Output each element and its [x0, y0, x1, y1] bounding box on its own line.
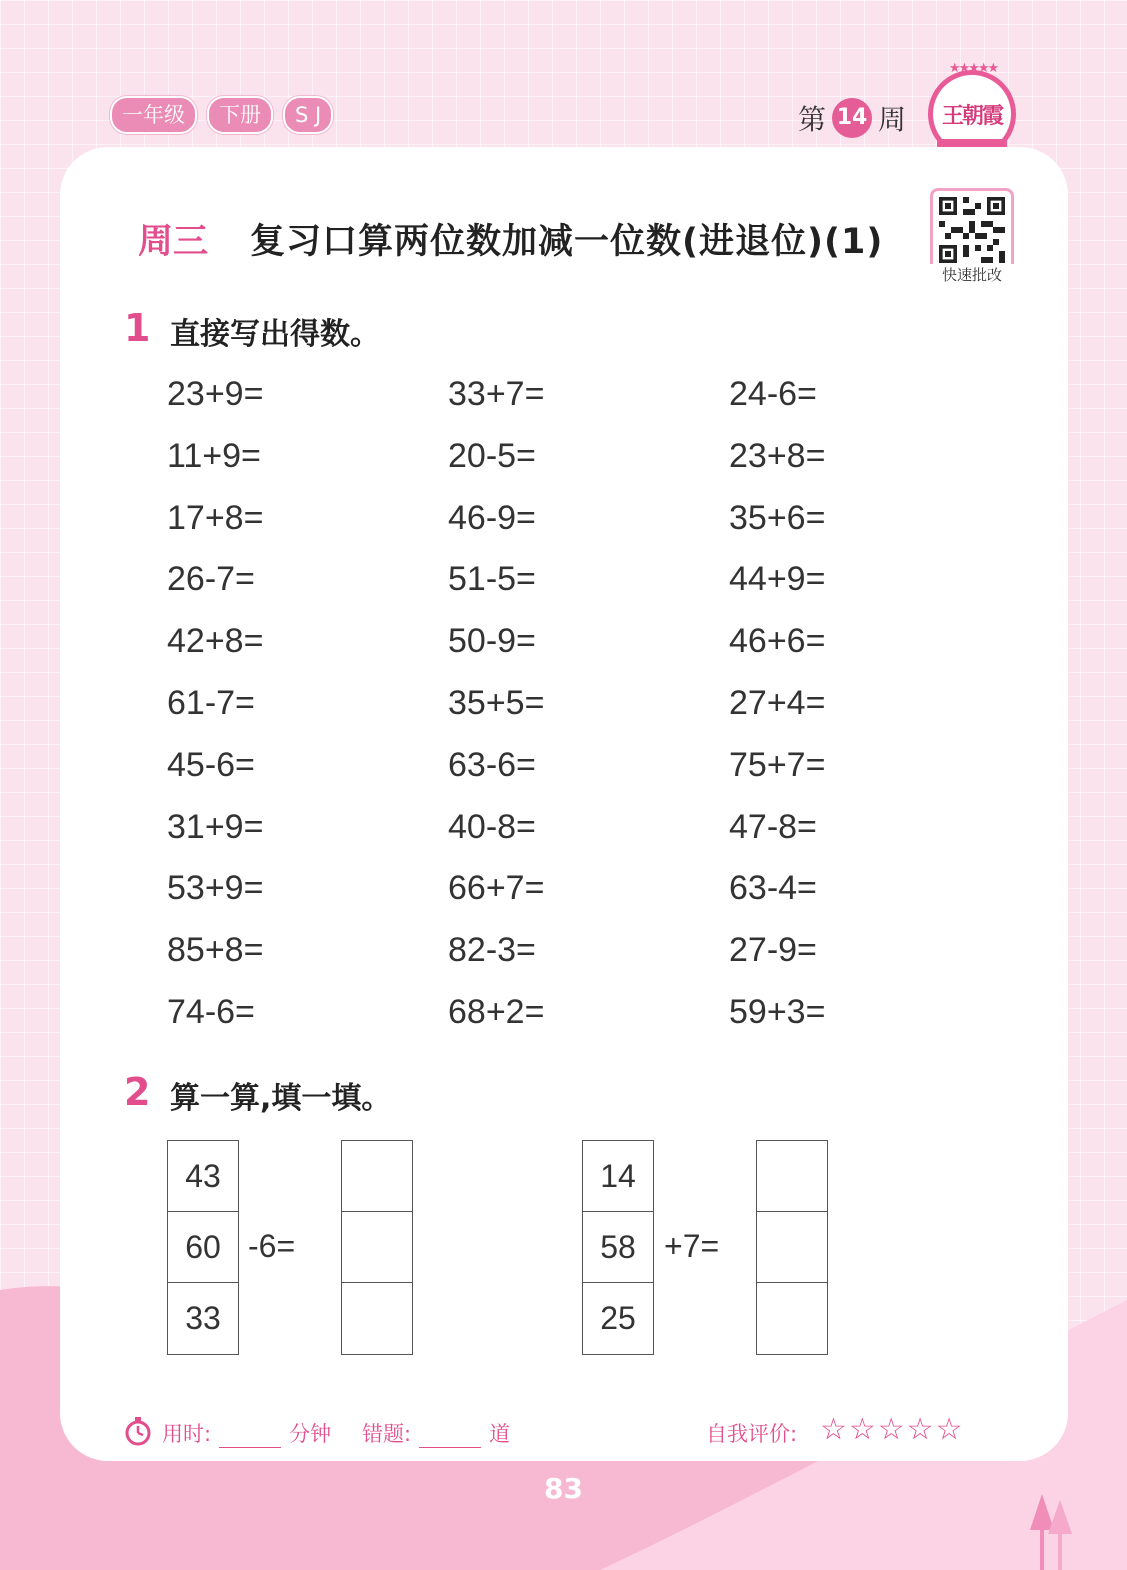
- problem-item: 46+6=: [729, 622, 826, 661]
- section-2-title: 算一算,填一填。: [170, 1081, 392, 1116]
- section-2-number: 2: [124, 1070, 151, 1114]
- qr-code-icon: [939, 197, 1005, 263]
- problem-item: 61-7=: [167, 683, 255, 722]
- problem-item: 24-6=: [729, 375, 817, 413]
- answer-column-2: [756, 1140, 828, 1355]
- problem-item: 23+8=: [729, 436, 826, 475]
- problem-item: 31+9=: [167, 807, 264, 846]
- error-count: [362, 1418, 510, 1448]
- problem-item: 50-9=: [448, 622, 536, 661]
- problem-item: 27+4=: [729, 683, 826, 722]
- problem-item: 74-6=: [167, 992, 255, 1031]
- problem-item: 66+7=: [448, 869, 545, 908]
- problem-item: 63-6=: [448, 745, 536, 784]
- problem-item: 68+2=: [448, 992, 545, 1031]
- input-cell: 60: [168, 1212, 238, 1283]
- answer-box[interactable]: [757, 1212, 827, 1283]
- week-number: 14: [832, 98, 872, 138]
- answer-box[interactable]: [342, 1283, 412, 1354]
- time-input[interactable]: [219, 1427, 281, 1448]
- operation-1: -6=: [248, 1228, 296, 1264]
- time-label: 用时:: [162, 1422, 212, 1446]
- answer-column-1: [341, 1140, 413, 1355]
- operation-2: +7=: [664, 1228, 720, 1264]
- answer-box[interactable]: [342, 1212, 412, 1283]
- problem-item: 51-5=: [448, 560, 536, 599]
- star-crown-icon: ★★★★★: [948, 61, 998, 76]
- tag-edition: S J: [283, 96, 333, 134]
- week-suffix: 周: [878, 103, 907, 136]
- section-1-number: 1: [124, 306, 151, 350]
- section-1-title: 直接写出得数。: [170, 317, 380, 352]
- problem-item: 26-7=: [167, 560, 255, 599]
- brand-logo: [928, 61, 1016, 158]
- problem-item: 42+8=: [167, 622, 264, 661]
- problem-item: 27-9=: [729, 931, 817, 970]
- problem-item: 44+9=: [729, 560, 826, 599]
- time-spent: [162, 1418, 331, 1448]
- problem-item: 33+7=: [448, 375, 545, 413]
- problem-item: 17+8=: [167, 498, 264, 537]
- problem-grid: [167, 372, 1067, 1052]
- problem-item: 40-8=: [448, 807, 536, 846]
- week-prefix: 第: [798, 103, 827, 136]
- tag-volume: 下册: [207, 96, 273, 134]
- qr-code[interactable]: [930, 188, 1014, 272]
- answer-box[interactable]: [342, 1141, 412, 1212]
- week-indicator: [798, 98, 906, 138]
- time-unit: 分钟: [289, 1422, 332, 1446]
- lesson-day: 周三: [138, 222, 209, 262]
- errors-input[interactable]: [419, 1427, 481, 1448]
- problem-item: 20-5=: [448, 436, 536, 475]
- problem-item: 35+5=: [448, 683, 545, 722]
- problem-item: 35+6=: [729, 498, 826, 537]
- problem-item: 47-8=: [729, 807, 817, 846]
- problem-item: 46-9=: [448, 498, 536, 537]
- problem-item: 45-6=: [167, 745, 255, 784]
- input-cell: 33: [185, 1300, 221, 1336]
- input-cell: 58: [583, 1212, 653, 1283]
- problem-item: 63-4=: [729, 869, 817, 908]
- problem-item: 59+3=: [729, 992, 826, 1031]
- qr-label: 快速批改: [930, 264, 1014, 285]
- errors-label: 错题:: [362, 1422, 412, 1446]
- stopwatch-icon: [124, 1416, 152, 1446]
- page-number: 83: [544, 1472, 583, 1505]
- problem-item: 23+9=: [167, 375, 264, 413]
- answer-box[interactable]: [757, 1283, 827, 1354]
- grade-tags: [110, 96, 333, 134]
- problem-item: 75+7=: [729, 745, 826, 784]
- problem-item: 53+9=: [167, 869, 264, 908]
- problem-item: 85+8=: [167, 931, 264, 970]
- answer-box[interactable]: [757, 1141, 827, 1212]
- brand-logo-text: 王朝霞: [941, 103, 1002, 129]
- errors-unit: 道: [489, 1422, 511, 1446]
- star-rating[interactable]: ☆☆☆☆☆: [820, 1412, 965, 1447]
- input-column-2: [582, 1140, 654, 1355]
- tag-grade: 一年级: [110, 96, 197, 134]
- problem-item: 11+9=: [167, 436, 261, 475]
- input-column-1: [167, 1140, 239, 1355]
- input-cell: 43: [168, 1141, 238, 1212]
- input-cell: 14: [583, 1141, 653, 1212]
- lesson-title: 复习口算两位数加减一位数(进退位)(1): [250, 222, 884, 262]
- problem-item: 82-3=: [448, 931, 536, 970]
- arrow-decoration-icon: [1030, 1490, 1074, 1570]
- input-cell: 25: [600, 1300, 636, 1336]
- rating-label: 自我评价:: [706, 1422, 798, 1446]
